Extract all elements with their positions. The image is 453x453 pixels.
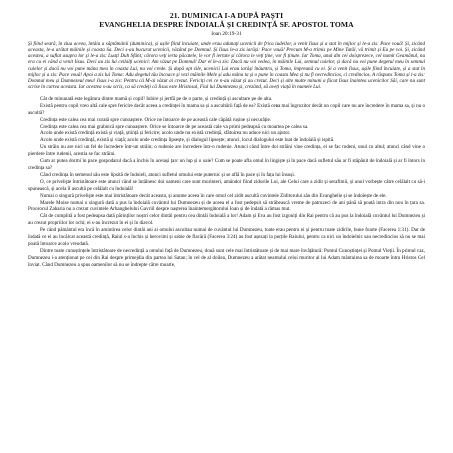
paragraph: Un străin nu are nici un fel de încredere într-un străin; o rudenie are încredere într-o rudenie. Atunci când între doi străini vine credința, ei se fac rudeni, unul cu altul; atunci când vine o pierdere între rudenii, acestia se fac străini.: [28, 144, 425, 158]
title-line-1: 21. DUMINICA I-A DUPĂ PAȘTI: [169, 11, 284, 20]
paragraph: O, ce privelişte întristătoare este atunci când se întâlnesc doi oameni care sunt morinteri, amândoi fiind zidurile Lui, ale Celui care a zidit și serafimii, și unul vorbește către celălalt cu să-i spunească, și acela îl ascultă pe celălalt cu îndoială!: [28, 178, 425, 192]
gospel-passage: Și fiind seară, în ziua aceea, întâia a săptămânii (duminica), și ușile fiind încuiate, unde erau adunați ucenicii de frica iudeilor, a venit Iisus și a stat în mijloc și le-a zis: Pace vouă! Și, zicând aceasta, le-a arătat mâinile și coasta Sa. Deci s-au bucurat ucenicii, văzând pe Domnul. Și Iisus le-a zis iarăși: Pace vouă! Precum M-a trimis pe Mine Tatăl, vă trimit și Eu pe voi. Și, zicând acestea, a suflat asupra lor și le-a zis: Luați Duh Sfânt; cărora veți ierta păcatele, le vor fi iertate și cărora le veți ține, vor fi ținute. Iar Toma, unul din cei doisprezece, cel numit Geamănul, nu era cu ei când a venit Iisus. Deci au zis lui ceilalți ucenici: Am văzut pe Domnul! Dar el le-a zis: Dacă nu voi vedea, în mâinile Lui, semnul cuielor, și dacă nu voi pune degetul meu în semnul cuielor și dacă nu voi pune mâna mea în coasta Lui, nu voi crede. Și după opt zile, ucenicii Lui erau iarăși înăuntru, și Toma, împreună cu ei. Și a venit Iisus, ușile fiind încuiate, și a stat în mijloc și a zis: Pace vouă! Apoi a zis lui Toma: Adu degetul tău încoace și vezi mâinile Mele și adu mâna ta și o pune în coasta Mea și nu fi necredincios, ci credincios. A răspuns Toma și i-a zis: Domnul meu și Dumnezeul meu! Iisus i-a zis: Pentru că M-ai văzut ai crezut. Fericiți cei ce n-au văzut și au crezut. Deci și alte multe minuni a făcut Iisus înaintea ucenicilor Săi, care nu sunt scrise în cartea aceasta. Iar acestea s-au scris, ca să credeți că Iisus este Hristosul, Fiul lui Dumnezeu și, crezând, să aveți viață în numele Lui.: [28, 41, 425, 90]
paragraph: Acolo unde există credință există și viață, știință și fericire; acolo unde nu există credință, sfâtuirea nu aduce nici un ajutor.: [40, 130, 291, 137]
paragraph: Numai o singură privelişte este mai întristătoare decât aceasta, și anume aceea în care omul cel zidit ascultă cuvintele Ziditorului său din Evanghelie și se îndoiește de ele.: [40, 192, 387, 199]
paragraph: Acolo unde există credință, există și viață; acolo unde credința lipsește, și dialogul lipsește; atunci, locul dialogului este luat de îndoială și ispită.: [40, 137, 335, 144]
title-line-2: EVANGHELIA DESPRE ÎNDOIALĂ ȘI CREDINȚĂ SF. APOSTOL TOMA: [99, 19, 354, 29]
paragraph: Credința este calea cea mai curată spre cunoaștere. Orice ne întoarce de pe această cale căpătă rușine și necurăție.: [40, 116, 272, 123]
paragraph: Cât de minunată este legătura dintre mamă și copil! Iubire și jertfă pe de o parte, și credință și ascultare pe de alta.: [40, 95, 273, 102]
paragraph: Dintre toate cunoștințele întristătoare de necredință a omului față de Dumnezeu, două sunt cele mai întristătoare și de mai mare învățătură: Pomul Cunoștinței și Pomul Vieții. În primul caz, Dumnezeu i-a atenționat pe cei din Rai despre primejdia din partea lui Satan; în cel de al doilea, Dumnezeu a arătat neamului celui muritor al lui Adam mântuirea sa de moarte întru Hristos Cel înviat. Când Dumnezeu a spus oamenilor să nu se îndrepte către moarte,: [28, 247, 425, 268]
paragraph: Credința este calea cea mai grabnică spre cunoaștere. Orice se întoarce de pe această cale va primi pedeapsă cu moartea pe calea sa.: [40, 123, 309, 130]
paragraph: Cum ar putea dormi în pace gospodarul dacă a închis în aceiași țarc un lup și o oaie? Cum se poate afla omul în lingiște și în pace dacă sufletul său ar fi stăpânit de îndoială și ar fi întors în credința sa?: [28, 158, 425, 171]
scripture-reference: Ioan 20:19-31: [211, 31, 242, 38]
paragraph: Când credința în semenul său este lipsită de îndoieli, atunci sufletul omului este puternic și se află în pace și în fața lui însuși.: [40, 171, 296, 178]
paragraph: Marele Moise numai o singură dată a pus la îndoială cuvântul lui Dumnezeu și de aceea el a fost pedepsit să străbească vreme de patruzeci de ani până să poată intra din nou în țara sa. Proorocul Zaharia nu a crezut cuvintele Arhanghelului Gavriil despre nașterea înaintemergătorului Ioan și de îndată a rămas mut.: [28, 199, 425, 213]
document-title: [28, 12, 425, 29]
paragraph: Există pentru copil vreo altă cale spre fericire decât aceea a credinței în mama sa și a ascultării față de ea? Există cева mai îngrozitor decât un copil care nu are încredere în mama sa, și nu o ascultă?: [28, 102, 425, 116]
paragraph: Cât de cumplită a fost pedeapsa dată părinților noștri celor dintâi pentru cea dintâi îndoială a lor! Adam și Eva au fost izgoniți din Rai pentru că au pus la îndoială cuvântul lui Dumnezeu și au crezut propriilor lor ochi; ei s-au încrezut în ei și în diavol.: [28, 213, 425, 227]
sermon-body: [28, 96, 425, 269]
paragraph: Pe când pământul era încă în amintirea celor dintâi ani ai omului ascultau numai de cuvântul lui Dumnezeu, toate erau pentru ei și pentru toate zidirile, bune foarte (Facerea 1:31). Dar de îndată ce ei au încălcat această credință, Raiul s-a închis și herovimi și sabie de flacără (Facerea 3:24) au fost așezați la porțile Raiului, pentru ca nici un îndoielnic sau necredincios să nu se mai poată întoarce acolo vreodată.: [28, 227, 425, 247]
